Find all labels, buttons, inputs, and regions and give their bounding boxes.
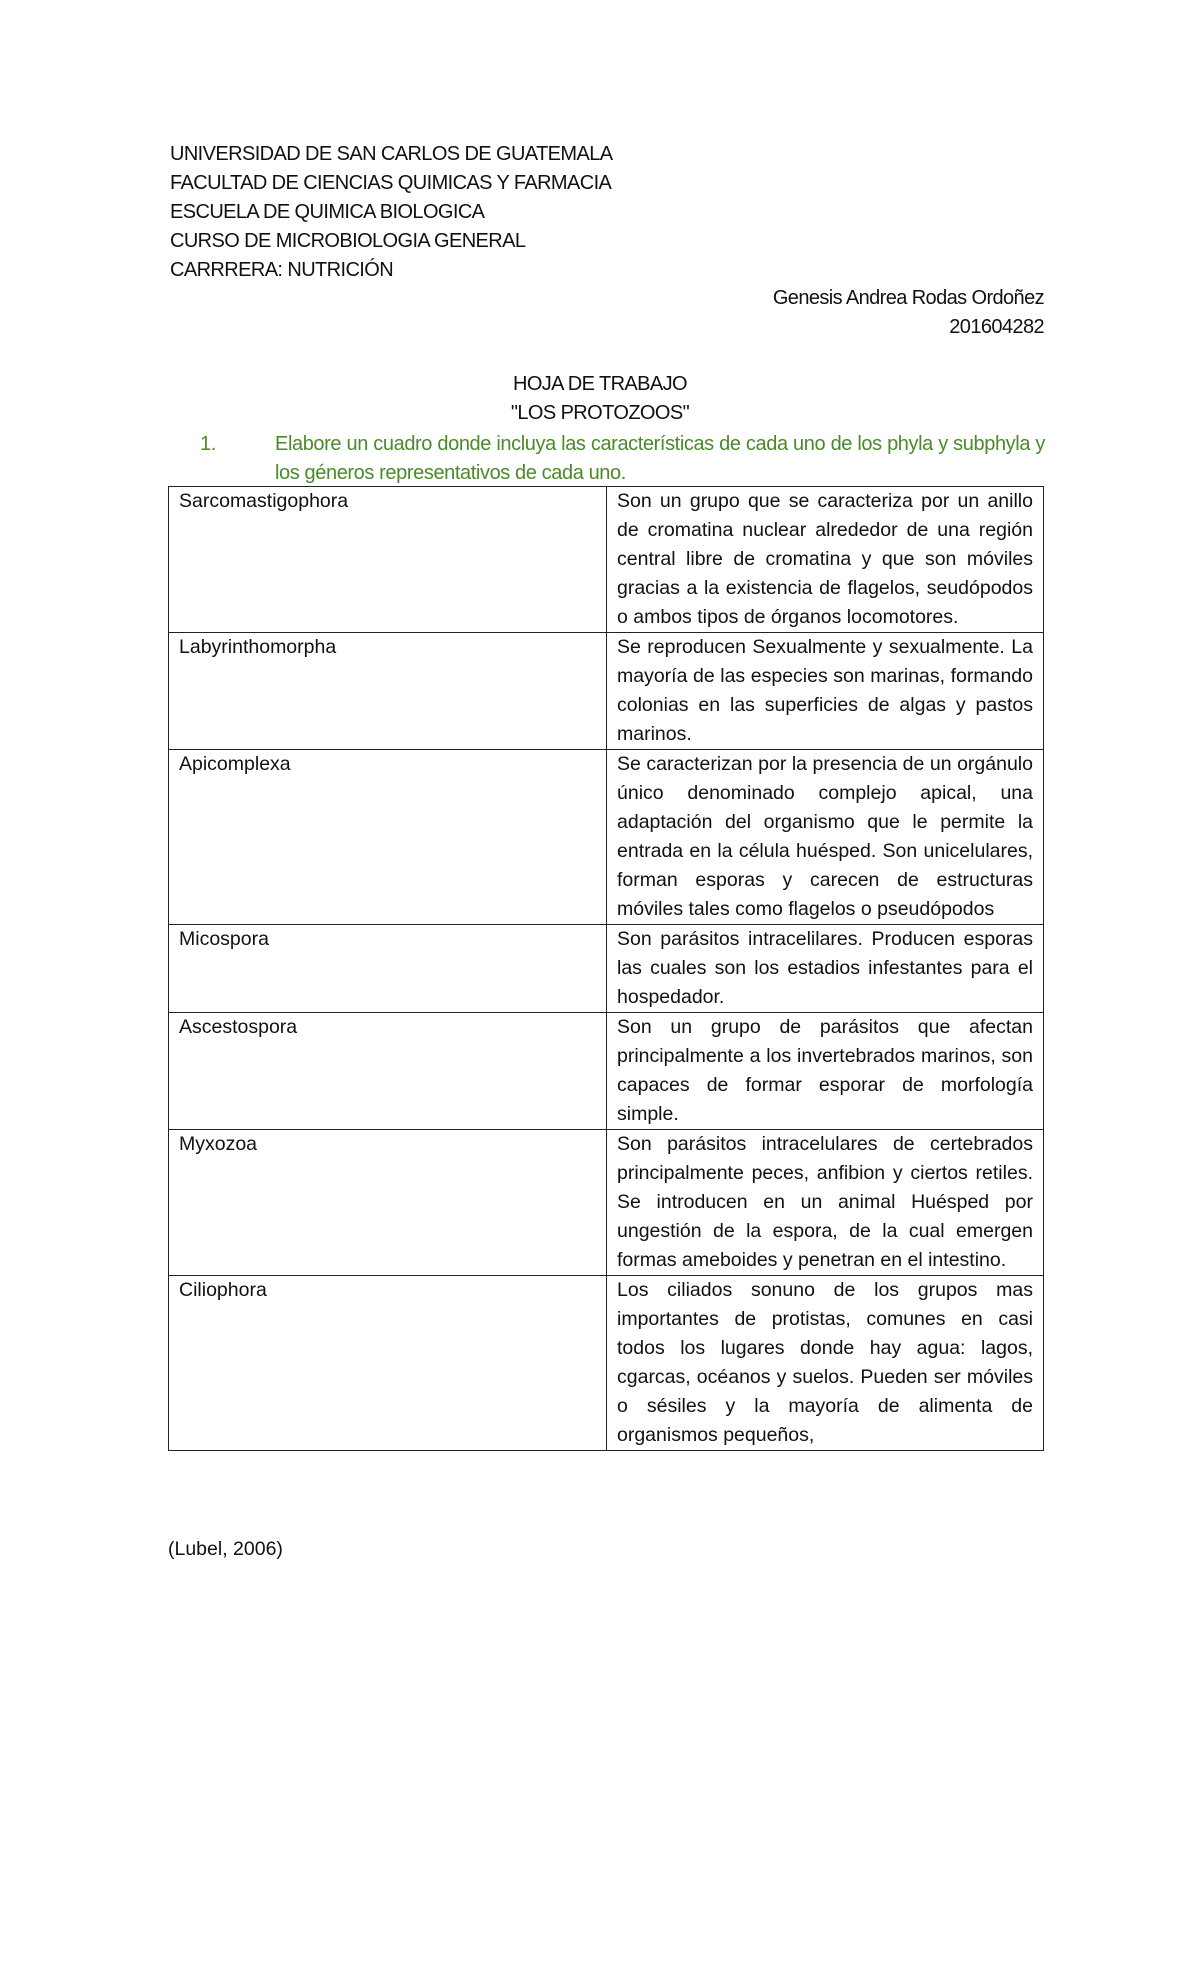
table-row xyxy=(169,925,1044,1013)
phylum-description: Los ciliados sonuno de los grupos mas importantes de protistas, comunes en casi todos los lugares donde hay agua: lagos, cgarcas, océanos y suelos. Pueden ser móviles o sésiles y la mayoría de alimenta de organismos pequeños, xyxy=(607,1276,1044,1451)
title-line-2: "LOS PROTOZOOS" xyxy=(510,402,690,424)
phylum-name: Apicomplexa xyxy=(169,750,607,925)
instruction-text: Elabore un cuadro donde incluya las características de cada uno de los phyla y subphyla y los géneros representativos de cada uno. xyxy=(275,433,1045,484)
header-course: CURSO DE MICROBIOLOGIA GENERAL xyxy=(170,230,526,252)
title-line-1: HOJA DE TRABAJO xyxy=(512,373,687,395)
instruction xyxy=(200,430,1045,488)
header-career: CARRRERA: NUTRICIÓN xyxy=(170,259,394,281)
phylum-name: Labyrinthomorpha xyxy=(169,633,607,750)
student-id: 201604282 xyxy=(949,316,1044,338)
phylum-description: Son parásitos intracelilares. Producen esporas las cuales son los estadios infestantes para el hospedador. xyxy=(607,925,1044,1013)
phylum-description: Se reproducen Sexualmente y sexualmente. La mayoría de las especies son marinas, formando colonias en las superficies de algas y pastos marinos. xyxy=(607,633,1044,750)
header-university: UNIVERSIDAD DE SAN CARLOS DE GUATEMALA xyxy=(170,143,613,165)
table-row xyxy=(169,1276,1044,1451)
header-faculty: FACULTAD DE CIENCIAS QUIMICAS Y FARMACIA xyxy=(170,172,612,194)
phylum-name: Myxozoa xyxy=(169,1130,607,1276)
phylum-description: Son un grupo que se caracteriza por un anillo de cromatina nuclear alrededor de una región central libre de cromatina y que son móviles gracias a la existencia de flagelos, seudópodos o ambos tipos de órganos locomotores. xyxy=(607,487,1044,633)
instruction-number: 1. xyxy=(200,433,216,455)
phylum-name: Ascestospora xyxy=(169,1013,607,1130)
phylum-name: Micospora xyxy=(169,925,607,1013)
phylum-description: Se caracterizan por la presencia de un orgánulo único denominado complejo apical, una adaptación del organismo que le permite la entrada en la célula huésped. Son unicelulares, forman esporas y carecen de estructuras móviles tales como flagelos o pseudópodos xyxy=(607,750,1044,925)
phylum-name: Ciliophora xyxy=(169,1276,607,1451)
phylum-description: Son un grupo de parásitos que afectan principalmente a los invertebrados marinos, son capaces de formar esporar de morfología simple. xyxy=(607,1013,1044,1130)
worksheet-title xyxy=(0,370,1200,428)
author-block xyxy=(773,284,1044,342)
institution-header xyxy=(170,140,612,285)
table-row xyxy=(169,1130,1044,1276)
protozoa-table xyxy=(168,486,1044,1451)
table-row xyxy=(169,1013,1044,1130)
author-name: Genesis Andrea Rodas Ordoñez xyxy=(772,287,1044,309)
table-row xyxy=(169,750,1044,925)
phylum-description: Son parásitos intracelulares de certebrados principalmente peces, anfibion y ciertos retiles. Se introducen en un animal Huésped por ungestión de la espora, de la cual emergen formas ameboides y penetran en el intestino. xyxy=(607,1130,1044,1276)
table-row xyxy=(169,633,1044,750)
header-school: ESCUELA DE QUIMICA BIOLOGICA xyxy=(170,201,485,223)
citation: (Lubel, 2006) xyxy=(168,1538,283,1560)
phylum-name: Sarcomastigophora xyxy=(169,487,607,633)
table-row xyxy=(169,487,1044,633)
